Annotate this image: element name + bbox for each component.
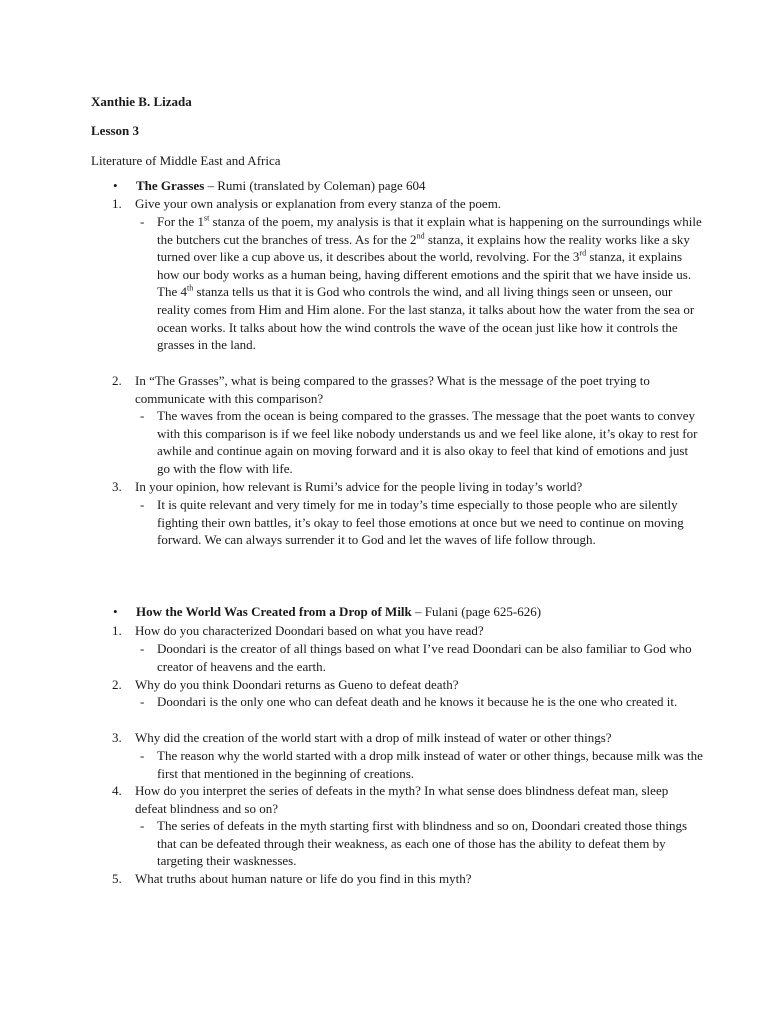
question-number: 1. <box>112 623 122 638</box>
section-title: The Grasses <box>136 178 205 193</box>
author-name: Xanthie B. Lizada <box>91 94 192 109</box>
course-title: Literature of Middle East and Africa <box>91 153 281 168</box>
dash-marker: - <box>140 214 145 229</box>
question-text: In your opinion, how relevant is Rumi’s advice for the people living in today’s world? <box>135 479 583 494</box>
dash-marker: - <box>140 818 145 833</box>
question-text: In “The Grasses”, what is being compared to the grasses? What is the message of the poet trying to communicate with this comparison? <box>135 373 650 406</box>
answer-text: Doondari is the only one who can defeat death and he knows it because he is the one who created it. <box>157 694 678 709</box>
answer-text: Doondari is the creator of all things based on what I’ve read Doondari can be also familiar to God who creator of heavens and the earth. <box>157 641 692 674</box>
question-number: 2. <box>112 677 122 692</box>
lesson-title: Lesson 3 <box>91 123 140 138</box>
bullet-icon: • <box>113 178 118 193</box>
dash-marker: - <box>140 641 145 656</box>
dash-marker: - <box>140 694 145 709</box>
question-number: 3. <box>112 730 122 745</box>
dash-marker: - <box>140 497 145 512</box>
question-text: How do you interpret the series of defeats in the myth? In what sense does blindness defeat man, sleep defeat blindness and so on? <box>135 783 669 816</box>
answer-text: For the 1st stanza of the poem, my analysis is that it explain what is happening on the surroundings while the butchers cut the branches of tress. As for the 2nd stanza, it explains how the reality works like a sky turned over like a cup above us, it describes about the world, revolving. For the 3rd stanza, it explains how our body works as a human being, having different emotions and the spirit that we have inside us. The 4th stanza tells us that it is God who controls the wind, and all living things seen or unseen, our reality comes from Him and Him alone. For the last stanza, it talks about how the water from the sea or ocean works. It talks about how the wind controls the wave of the ocean just like how it controls the grasses in the land. <box>157 213 702 353</box>
question-text: What truths about human nature or life do you find in this myth? <box>135 871 472 886</box>
question-number: 2. <box>112 373 122 388</box>
question-number: 3. <box>112 479 122 494</box>
section-subtitle: – Rumi (translated by Coleman) page 604 <box>204 178 426 193</box>
question-number: 5. <box>112 871 122 886</box>
question-number: 1. <box>112 196 122 211</box>
question-text: Why did the creation of the world start with a drop of milk instead of water or other things? <box>135 730 612 745</box>
answer-text: The series of defeats in the myth starting first with blindness and so on, Doondari created those things that can be defeated through their weakness, as each one of those has the ability to defeat them by targeting their wasknesses. <box>157 818 687 869</box>
section-subtitle: – Fulani (page 625-626) <box>411 604 542 619</box>
question-text: How do you characterized Doondari based on what you have read? <box>135 623 484 638</box>
question-text: Give your own analysis or explanation from every stanza of the poem. <box>135 196 502 211</box>
section-title: How the World Was Created from a Drop of Milk <box>136 604 412 619</box>
dash-marker: - <box>140 408 145 423</box>
answer-text: It is quite relevant and very timely for me in today’s time especially to those people who are silently fighting their own battles, it’s okay to feel those emotions at once but we need to continue on moving forward. We can always surrender it to God and let the waves of life follow through. <box>157 497 684 548</box>
bullet-icon: • <box>113 604 118 619</box>
answer-text: The reason why the world started with a drop milk instead of water or other things, because milk was the first that mentioned in the beginning of creations. <box>157 748 703 781</box>
dash-marker: - <box>140 748 145 763</box>
question-text: Why do you think Doondari returns as Gueno to defeat death? <box>135 677 459 692</box>
answer-text: The waves from the ocean is being compared to the grasses. The message that the poet wants to convey with this comparison is if we feel like nobody understands us and we feel like alone, it’s okay to rest for awhile and continue again on moving forward and it is also okay to feel that kind of emotions and just go with the flow with life. <box>157 408 698 476</box>
question-number: 4. <box>112 783 122 798</box>
